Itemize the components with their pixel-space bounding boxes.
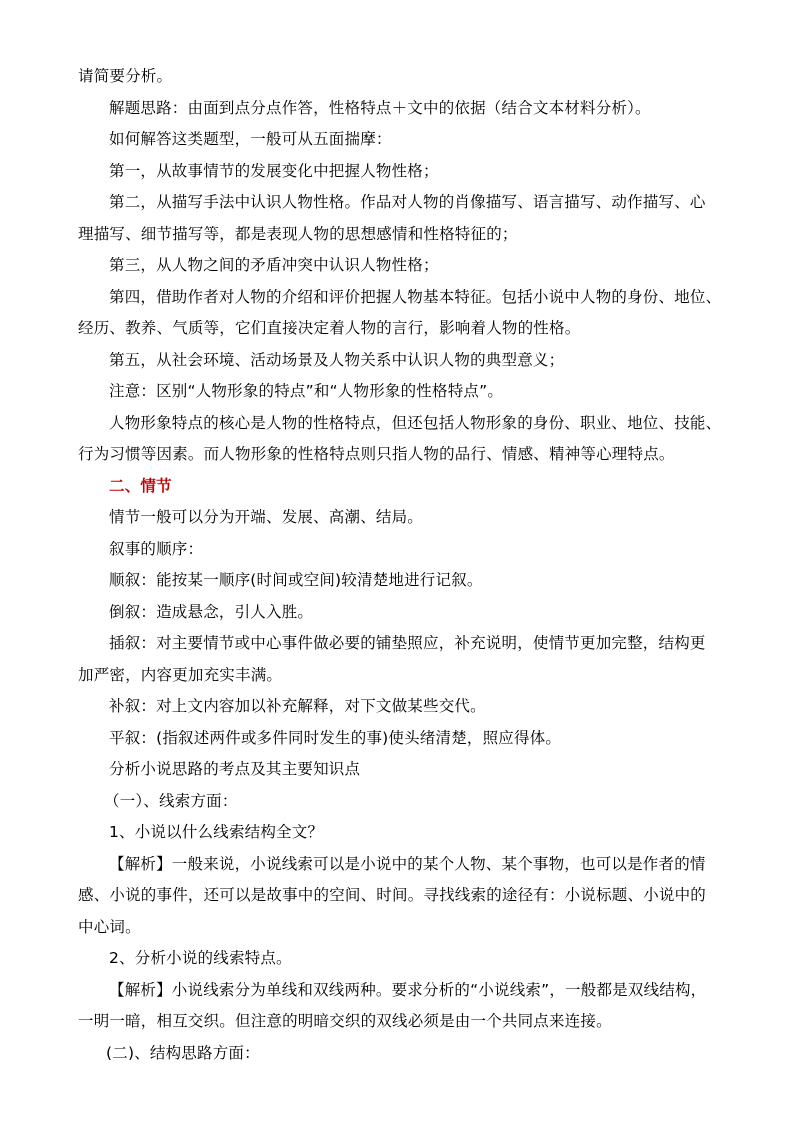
text-line: 理描写、细节描写等，都是表现人物的思想感情和性格特征的； [78,225,518,243]
section-heading-plot: 二、情节 [109,477,172,495]
text-line: 注意：区别“人物形象的特点”和“人物形象的性格特点”。 [109,382,504,400]
text-line: 第四，借助作者对人物的介绍和评价把握人物基本特征。包括小说中人物的身份、地位、 [109,288,722,306]
text-line: 第五，从社会环境、活动场景及人物关系中认识人物的典型意义； [109,351,565,369]
text-line: 叙事的顺序： [109,540,204,558]
text-line: 行为习惯等因素。而人物形象的性格特点则只指人物的品行、情感、精神等心理特点。 [78,445,675,463]
text-line: 第一，从故事情节的发展变化中把握人物性格； [109,162,439,180]
subsection-heading: (二)、结构思路方面： [106,1044,260,1062]
text-line: 【解析】小说线索分为单线和双线两种。要求分析的“小说线索”，一般都是双线结构， [109,981,707,999]
text-line: 请简要分析。 [78,67,173,85]
text-line: 第二，从描写手法中认识人物性格。作品对人物的肖像描写、语言描写、动作描写、心 [109,193,706,211]
text-line: 经历、教养、气质等，它们直接决定着人物的言行，影响着人物的性格。 [78,319,581,337]
text-line: 如何解答这类题型，一般可从五面揣摩： [109,130,392,148]
text-line: 第三，从人物之间的矛盾冲突中认识人物性格； [109,256,439,274]
text-line: 感、小说的事件，还可以是故事中的空间、时间。寻找线索的途径有：小说标题、小说中的 [78,886,707,904]
text-line: 倒叙：造成悬念，引人入胜。 [109,603,314,621]
text-line: 平叙：(指叙述两件或多件同时发生的事)使头绪清楚，照应得体。 [109,729,562,747]
question-line: 2、分析小说的线索特点。 [109,949,292,967]
text-line: 人物形象特点的核心是人物的性格特点，但还包括人物形象的身份、职业、地位、技能、 [109,414,722,432]
text-line: 加严密，内容更加充实丰满。 [78,666,283,684]
text-line: 情节一般可以分为开端、发展、高潮、结局。 [109,508,424,526]
text-line: 顺叙：能按某一顺序(时间或空间)较清楚地进行记叙。 [109,571,483,589]
text-line: 分析小说思路的考点及其主要知识点 [109,760,361,778]
text-line: 补叙：对上文内容加以补充解释，对下文做某些交代。 [109,697,486,715]
text-line: 插叙：对主要情节或中心事件做必要的铺垫照应，补充说明，使情节更加完整，结构更 [109,634,706,652]
text-line: 一明一暗，相互交织。但注意的明暗交织的双线必须是由一个共同点来连接。 [78,1012,612,1030]
question-line: 1、小说以什么线索结构全文？ [109,823,324,841]
subsection-heading: （一）、线索方面： [104,792,238,810]
text-line: 【解析】一般来说，小说线索可以是小说中的某个人物、某个事物，也可以是作者的情 [109,855,706,873]
text-line: 解题思路：由面到点分点作答，性格特点＋文中的依据（结合文本材料分析）。 [109,99,651,117]
text-line: 中心词。 [78,918,141,936]
